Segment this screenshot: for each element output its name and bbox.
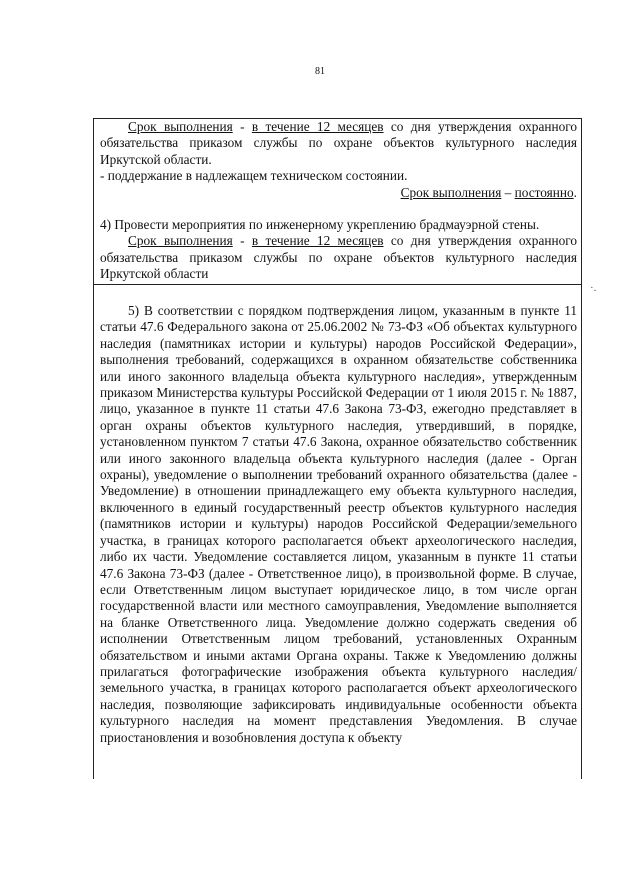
item-5-paragraph: 5) В соответствии с порядком подтверждения лицом, указанным в пункте 11 статьи 47.6 Федерального закона от 25.06.2002 № 73-ФЗ «Об объектах культурного наследия (памятниках истории и культуры) народов Российской Федерации», выполнения требований, содержащихся в охранном обязательстве собственника или иного законного владельца объекта культурного наследия», утвержденным приказом Министерства культуры Российской Федерации от 1 июля 2015 г. № 1887, лицо, указанное в пункте 11 статьи 47.6 Закона 73-ФЗ, ежегодно представляет в орган охраны объектов культурного наследия, утвердивший, в порядке, установленном пунктом 7 статьи 47.6 Закона, охранное обязательство собственник или иного законного владельца объекта культурного наследия (далее - Орган охраны), уведомление о выполнении требований охранного обязательства (далее - Уведомление) в отношении принадлежащего ему объекта культурного наследия, включенного в единый государственный реестр объектов культурного наследия (памятников истории и культуры) народов Российской Федерации/земельного участка, в границах которого располагается объект археологического наследия, либо их части. Уведомление составляется лицом, указанным в пункте 11 статьи 47.6 Закона 73-ФЗ (далее - Ответственное лицо), в произвольной форме. В случае, если Ответственным лицом выступает юридическое лицо, в том числе орган государственной власти или местного самоуправления, Уведомление выполняется на бланке Ответственного лица. Уведомление должно содержать сведения об исполнении Ответственным лицом требований, установленных Охранным обязательством и иными актами Органа охраны. Также к Уведомлению должны прилагаться фотографические изображения объекта культурного наследия/земельного участка, в границах которого располагается объект археологического наследия, позволяющие зафиксировать индивидуальные особенности объекта культурного наследия на момент представления Уведомления. В случае приостановления и возобновления доступа к объекту [100, 303, 577, 745]
margin-mark: ·. [590, 282, 597, 294]
table-cell-item-5 [94, 285, 581, 779]
deadline-period: в течение 12 месяцев [251, 233, 384, 249]
deadline-period: в течение 12 месяцев [251, 119, 384, 134]
item-4-paragraph: 4) Провести мероприятия по инженерному укреплению брадмауэрной стены. [100, 217, 540, 233]
deadline-label: Срок выполнения [400, 184, 502, 200]
deadline-paragraph-3: Срок выполнения - в течение 12 месяцев со дня утверждения охранного обязательства приказом службы по охране объектов культурного наследия Иркутской области [100, 233, 577, 282]
table-cell-items-3-4 [94, 119, 581, 285]
obligation-table [93, 118, 582, 779]
deadline-label: Срок выполнения [128, 119, 233, 134]
deadline-label: Срок выполнения [128, 233, 233, 249]
deadline-value: постоянно [514, 184, 574, 200]
page-number: 81 [315, 66, 325, 77]
maintenance-line: - поддержание в надлежащем техническом состоянии. [100, 168, 408, 184]
deadline-paragraph-2: Срок выполнения – постоянно. [400, 184, 577, 200]
deadline-paragraph-1: Срок выполнения - в течение 12 месяцев со дня утверждения охранного обязательства приказом службы по охране объектов культурного наследия Иркутской области. [100, 119, 577, 167]
